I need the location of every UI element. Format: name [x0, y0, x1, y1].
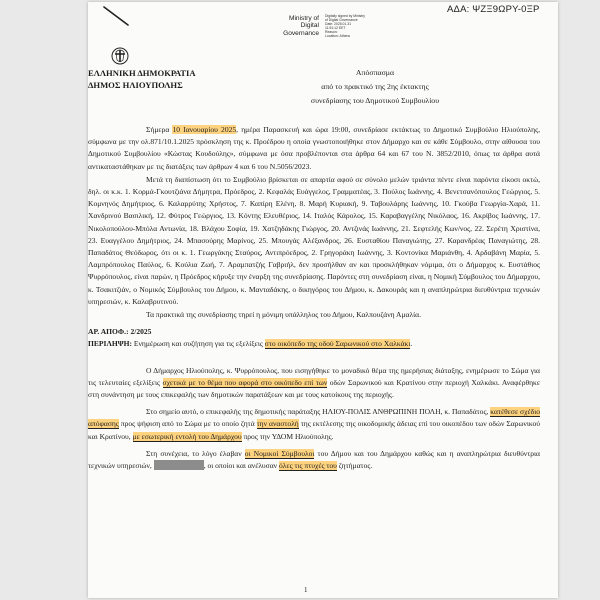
highlight-internal-order: με εσωτερική εντολή του Δημάρχου	[132, 431, 242, 441]
highlight-date: 10 Ιανουαρίου 2025	[172, 125, 237, 134]
pencil-stroke-icon	[102, 5, 130, 27]
document-title: Απόσπασμα από το πρακτικό της 2ης έκτακτης συνεδρίασης του Δημοτικού Συμβουλίου	[310, 68, 440, 105]
highlight-summary: στο οικόπεδο της οδού Σαρωνικού στο Χαλκάκι	[264, 339, 411, 349]
highlight-plot-reference: σχετικά με το θέμα που αφορά στο οικόπεδο επί των	[162, 377, 328, 387]
ada-code: ΑΔΑ: ΨΖΞ9ΩΡΥ-0ΞΡ	[447, 4, 540, 15]
digital-signature-details: Digitally signed by Ministry of Digital Governance Date: 2025.01.31 11:51:12 EET Reason: Location: Athens	[325, 14, 365, 38]
paragraph-draft-decision: Στο σημείο αυτό, ο επικεφαλής της δημοτικής παράταξης ΗΛΙΟΥ-ΠΟΛΙΣ ΑΝΘΡΩΠΙΝΗ ΠΟΛΗ, κ. Παπαδάτος, κατέθεσε σχέδιο απόφασης προς ψήφιση από το Σώμα με το οποίο ζητά την αναστολή της εκτέλεσης της οικοδομικής άδειας επί του οικοπέδου των οδών Σαρωνικού και Κρατίνου, με εσωτερική εντολή του Δημάρχου προς την ΥΔΟΜ Ηλιούπολης.	[88, 407, 540, 441]
ministry-label: Ministry of Digital Governance	[283, 15, 319, 37]
country-title: ΕΛΛΗΝΙΚΗ ΔΗΜΟΚΡΑΤΙΑ	[88, 68, 196, 78]
document-body	[88, 124, 540, 472]
paragraph-legal-advisors: Στη συνέχεια, το λόγο έλαβαν οι Νομικοί Σύμβουλοι του Δήμου και του Δημάρχου καθώς και η αναπληρώτρια διευθύντρια τεχνικών υπηρεσιών, , οι οποίοι και ανέλυσαν όλες τις πτυχές του ζητήματος.	[88, 448, 540, 471]
paragraph-minutes-keeper: Τα πρακτικά της συνεδρίασης τηρεί η μόνιμη υπάλληλος του Δήμου, Καλπουζάνη Αμαλία.	[146, 310, 422, 320]
summary: ΠΕΡΙΛΗΨΗ: Ενημέρωση και συζήτηση για τις εξελίξεις στο οικόπεδο της οδού Σαρωνικού στο Χαλκάκι.	[88, 339, 413, 349]
highlight-draft-decision: κατέθεσε σχέδιο απόφασης	[88, 407, 540, 429]
issuer-header	[88, 67, 196, 91]
highlight-suspension: την αναστολή	[256, 419, 299, 429]
paragraph-attendance: Μετά τη διαπίστωση ότι το Συμβούλιο βρίσκεται σε απαρτία αφού σε σύνολο μελών τριάντα πέντε είναι παρόντα είκοσι οκτώ, δηλ. οι κ.κ. 1. Κορμά-Γκουτζιάνα Δήμητρα, Πρόεδρος, 2. Κεφαλάς Ευάγγελος, Γραμματέας, 3. Πούλος Ιωάννης, 4. Βενετσανόπουλος Γεώργιος, 5. Κομνηνός Δημήτριος, 6. Καλαρρύτης Χρήστος, 7. Καπίρη Ελένη, 8. Μαρή Κυριακή, 9. Ταβουλάρης Ιωάννης, 10. Γκούβα Γεωργία-Χαρά, 11. Χανδρινού Βασιλική, 12. Φύτρος Γεώργιος, 13. Κόντης Ελευθέριος, 14. Ιταλός Κάρολος, 15. Καραβαγγέλης Νικόλαος, 16. Ακρίβος Ιωάννης, 17. Νικολοπούλου-Μπόλα Αντωνία, 18. Βλάχου Σοφία, 19. Χατζηδάκης Γιώργος, 20. Αντζινάς Ιωάννης, 21. Σεφτελής Κων/νος, 22. Σερέτη Χριστίνα, 23. Ευαγγέλου Δημήτριος, 24. Μπασούρης Μαρίνος, 25. Μπουγάς Αλέξανδρος, 26. Ευσταθίου Παναγιώτης, 27. Καρανδρέας Παναγιώτης, 28. Παπαδάτος Θεόδωρος, ότι οι κ. 1. Γεωργάκης Σταύρος, Αντιπρόεδρος, 2. Γρηγοράκη Ιωάννης, 3. Κοντονίκα Μαριάνθη, 4. Αρδαβάνη Μαρία, 5. Λαμπρόπουλος Παύλος, 6. Κούλια Ζωή, 7. Αραμπατζής Γαβριήλ, δεν προσήλθαν αν και προσκλήθηκαν νόμιμα, ότι ο Δήμαρχος κ. Ευστάθιος Ψυρρόπουλος, είναι παρών, η Πρόεδρος κήρυξε την έναρξη της συνεδρίασης. Παρόντες στη συνεδρίαση είναι, η Νομική Σύμβουλος του Δήμαρχου, κ. Τσακιτζιάν, ο Νομικός Σύμβουλος του Δήμου, κ. Μανταδάκης, ο δικηγόρος του Δήμου, κ. Δακουράς και η αναπληρώτρια διευθύντρια τεχνικών υπηρεσιών, κ. Καλαβρυτινού.	[88, 174, 540, 306]
highlight-legal-advisors: οι Νομικοί Σύμβουλοι	[244, 448, 315, 458]
highlight-aspects: όλες τις πτυχές του	[278, 461, 337, 471]
decision-number: ΑΡ. ΑΠΟΦ.: 2/2025	[88, 327, 152, 337]
paragraph-mayor-briefing: Ο Δήμαρχος Ηλιούπολης, κ. Ψυρρόπουλος, που εισηγήθηκε το μοναδικό θέμα της ημερήσιας διάταξης, ενημέρωσε το Σώμα για τις τελευταίες εξελίξεις σχετικά με το θέμα που αφορά στο οικόπεδο επί των οδών Σαρωνικού και Κρατίνου στην περιοχή Χαλκάκι. Αναφέρθηκε στη συνάντηση με τους επικεφαλής των δημοτικών παρατάξεων και με τους κατοίκους της περιοχής.	[88, 365, 540, 400]
page-number: 1	[304, 586, 308, 594]
municipality-title: ΔΗΜΟΣ ΗΛΙΟΥΠΟΛΗΣ	[88, 80, 183, 90]
redacted-name	[154, 460, 204, 470]
paragraph-session: Σήμερα 10 Ιανουαρίου 2025, ημέρα Παρασκευή και ώρα 19:00, συνεδρίασε εκτάκτως το Δημοτικό Συμβούλιο Ηλιούπολης, σύμφωνα με την ολ.871/10.1.2025 πρόσκληση της κ. Προέδρου η οποία γνωστοποιήθηκε στον Δήμαρχο και σε κάθε Σύμβουλο, στην αίθουσα του Δημοτικού Συμβουλίου «Κώστας Κουδούλης», σύμφωνα με όσα προβλέπονται στα άρθρα 64 και 67 του Ν. 3852/2010, όπως τα άρθρα αυτά αντικαταστάθηκαν με τις διατάξεις των άρθρων 4 και 6 του Ν.5056/2023.	[88, 125, 540, 171]
greek-coat-of-arms-icon	[111, 47, 129, 65]
